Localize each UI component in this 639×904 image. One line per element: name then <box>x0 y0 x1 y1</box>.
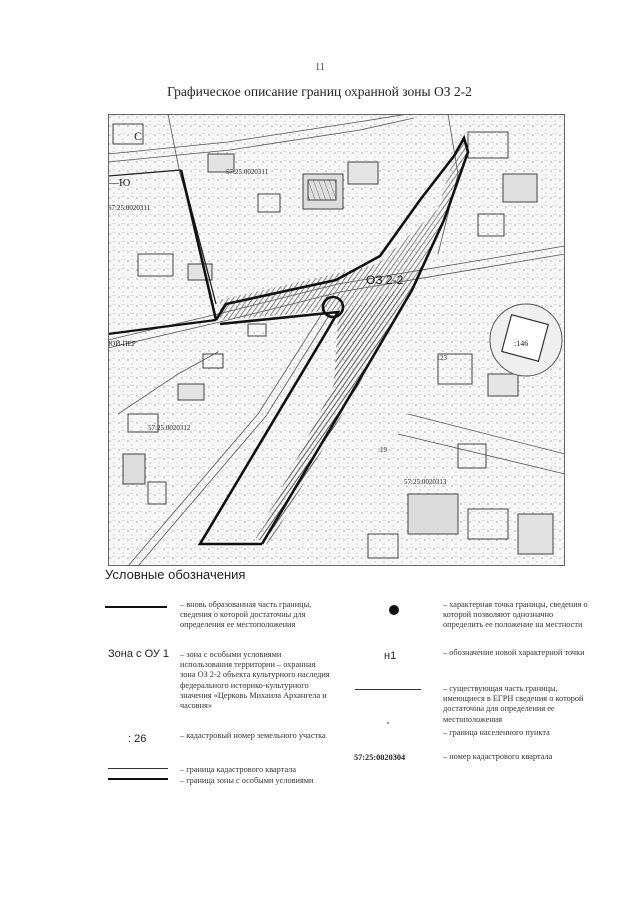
legend-text-new-part: – вновь образованная часть границы, сведения о которой достаточны для определения ее местоположения <box>180 600 312 630</box>
legend-parcel-code: : 26 <box>128 733 147 745</box>
cadastral-map <box>108 114 565 566</box>
street-label-per: ЮЙ-ПЕР <box>108 340 136 348</box>
quarter-label-0312: 57:25:0020312 <box>148 424 191 432</box>
legend-symbol-settlement-border <box>387 722 389 724</box>
quarter-label-0313: 57:25:0020313 <box>404 478 447 486</box>
legend-text-zone: – зона с особыми условиями использования территории – охранная зона ОЗ 2-2 объекта культурного наследия федерального историко-культурного значения «Церковь Михаила Архангела и часовня» <box>180 650 330 711</box>
legend-symbol-char-point <box>389 605 399 615</box>
legend-symbol-existing-part <box>355 689 421 690</box>
legend-symbol-quarter-border <box>108 768 168 769</box>
legend-text-quarter-code: – номер кадастрового квартала <box>443 752 553 761</box>
legend-symbol-zone-border <box>108 778 168 780</box>
legend-quarter-code: 57:25:0020304 <box>354 753 406 762</box>
page-number: 11 <box>315 62 325 73</box>
street-label-yu: —Ю <box>108 177 131 189</box>
legend-text-parcel: – кадастровый номер земельного участка <box>180 731 326 740</box>
quarter-label-0311-left: 57:25:0020311 <box>108 204 151 212</box>
legend-text-char-point: – характерная точка границы, сведения о которой позволяют однозначно определить ее положение на местности <box>443 600 588 630</box>
legend-text-quarter-border: – граница кадастрового квартала <box>180 765 297 774</box>
legend-text-settlement-border: – граница населенного пункта <box>443 728 550 737</box>
parcel-label-23: :23 <box>438 354 447 362</box>
quarter-label-0311: 57:25:0020311 <box>226 168 269 176</box>
legend-new-point-code: н1 <box>384 650 397 662</box>
parcel-label-19: :19 <box>378 446 387 454</box>
legend-text-zone-border: – граница зоны с особыми условиями <box>180 776 314 785</box>
parcel-label-146: :146 <box>514 339 529 348</box>
page-title: Графическое описание границ охранной зоны ОЗ 2-2 <box>167 84 472 99</box>
street-label-c: С <box>134 129 143 143</box>
legend-text-new-point: – обозначение новой характерной точки <box>443 648 585 657</box>
legend-zone-label: Зона с ОУ 1 <box>108 648 170 660</box>
legend-text-existing-part: – существующая часть границы, имеющиеся в ЕГРН сведения о которой достаточны для определения ее местоположения <box>443 684 584 724</box>
legend-symbol-new-part <box>105 606 167 608</box>
legend-title: Условные обозначения <box>105 567 246 582</box>
zone-label: ОЗ 2-2 <box>366 273 404 287</box>
